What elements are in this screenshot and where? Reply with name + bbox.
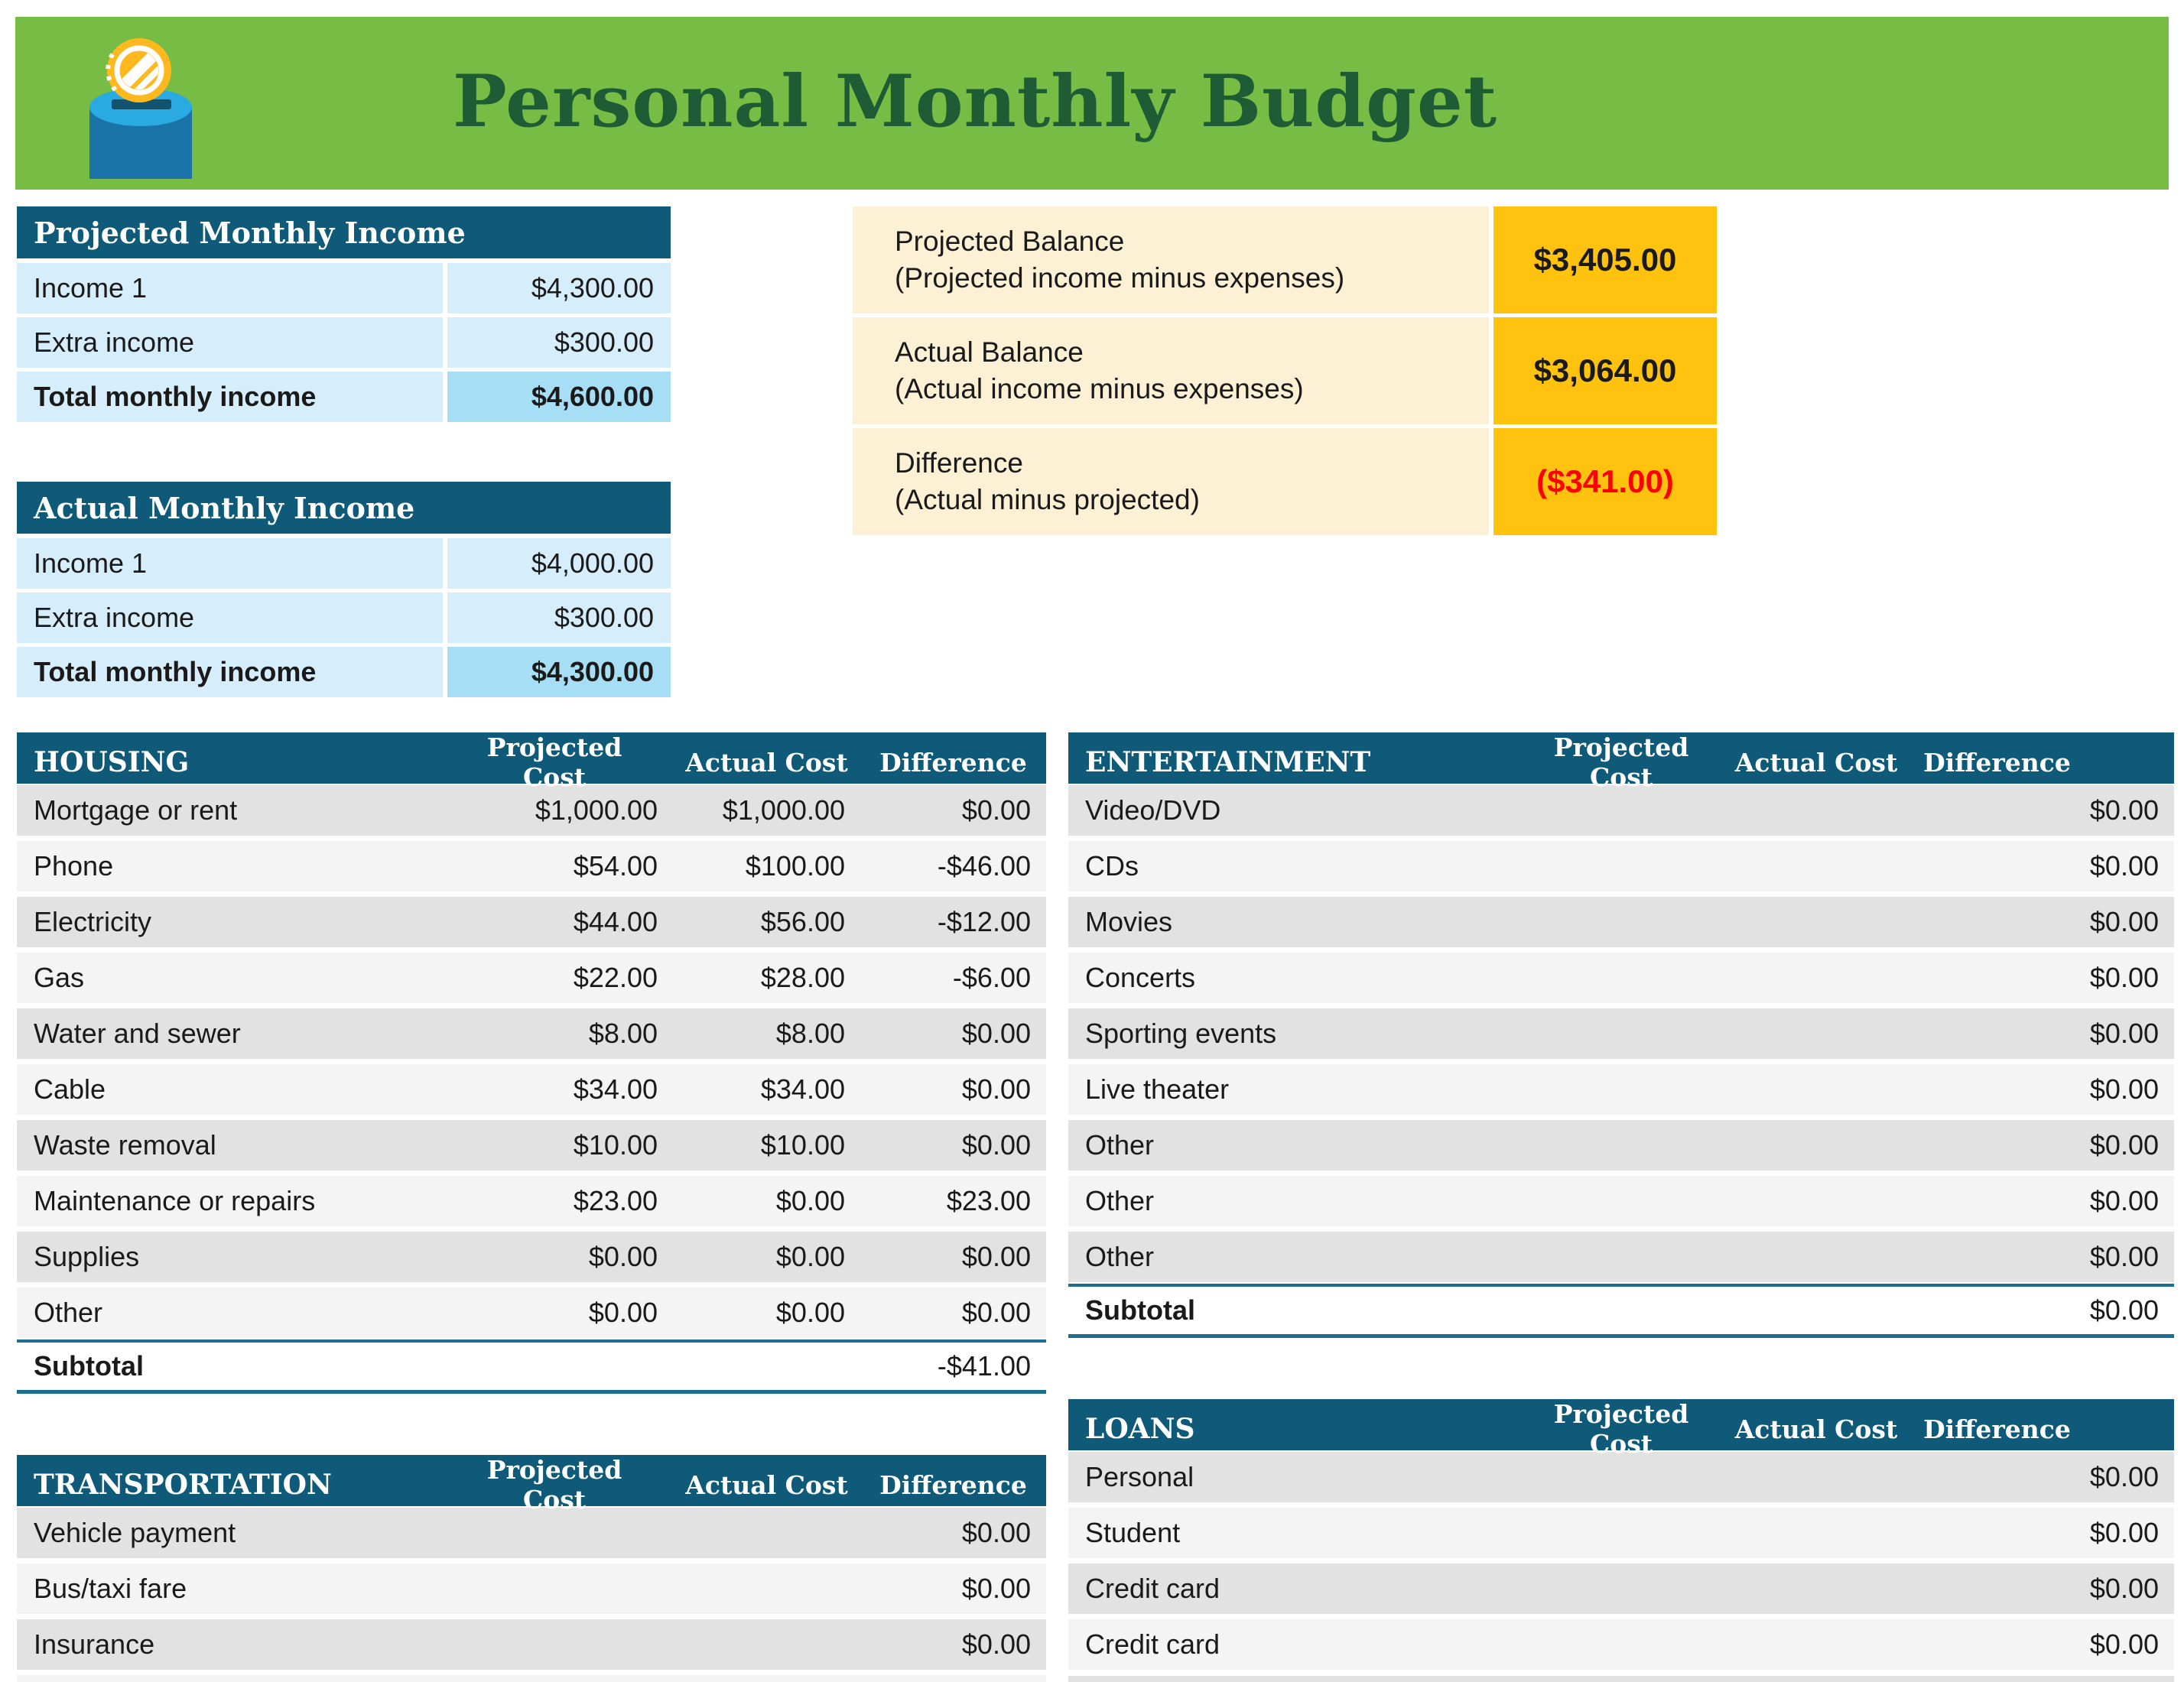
coin-money-box-icon: [83, 34, 199, 179]
row-value[interactable]: $4,600.00: [447, 372, 671, 422]
row-label[interactable]: Electricity: [34, 906, 152, 937]
difference-cell[interactable]: $0.00: [961, 1297, 1031, 1328]
table-row: [1068, 1232, 2174, 1282]
row-value[interactable]: $4,300.00: [447, 647, 671, 697]
difference-cell[interactable]: $0.00: [961, 1073, 1031, 1105]
table-row: [1068, 841, 2174, 891]
row-label[interactable]: Income 1: [17, 538, 443, 589]
entertainment-table: [1068, 732, 2174, 1338]
difference-cell[interactable]: $23.00: [946, 1185, 1031, 1216]
difference-cell[interactable]: $0.00: [2089, 1073, 2159, 1105]
balance-summary: [853, 206, 1717, 535]
difference-cell[interactable]: $0.00: [961, 1517, 1031, 1548]
summary-label: Difference: [895, 447, 1023, 479]
table-row: [17, 841, 1046, 891]
row-label[interactable]: Insurance: [34, 1628, 155, 1660]
row-value[interactable]: $300.00: [447, 317, 671, 368]
col-difference: Difference: [1923, 1414, 2071, 1444]
row-label[interactable]: CDs: [1085, 850, 1139, 882]
table-row: [17, 1008, 1046, 1059]
total-row: [17, 647, 671, 697]
total-row: [17, 372, 671, 422]
projected-cost-cell[interactable]: $0.00: [588, 1297, 658, 1328]
col-difference: Difference: [879, 747, 1027, 778]
actual-income-table: [17, 482, 671, 697]
row-label[interactable]: Mortgage or rent: [34, 794, 238, 826]
row-label[interactable]: Water and sewer: [34, 1018, 241, 1049]
row-label[interactable]: Bus/taxi fare: [34, 1573, 187, 1604]
actual-cost-cell[interactable]: $0.00: [775, 1297, 845, 1328]
row-value[interactable]: $300.00: [447, 593, 671, 643]
row-label[interactable]: Personal: [1085, 1461, 1194, 1492]
header-banner: [15, 17, 2169, 190]
summary-label: Projected Balance: [895, 226, 1125, 257]
table-row: [1068, 1008, 2174, 1059]
table-row: [17, 263, 671, 313]
row-label[interactable]: Extra income: [17, 317, 443, 368]
col-projected-cost: Projected Cost: [1553, 1399, 1689, 1459]
projected-cost-cell[interactable]: $54.00: [573, 850, 658, 882]
difference-cell[interactable]: $0.00: [961, 1241, 1031, 1272]
loans-table: [1068, 1399, 2174, 1670]
difference-cell[interactable]: -$6.00: [952, 962, 1031, 993]
actual-cost-cell[interactable]: $8.00: [775, 1018, 845, 1049]
actual-cost-cell[interactable]: $56.00: [760, 906, 845, 937]
col-projected-cost: Projected Cost: [486, 1455, 622, 1515]
difference-cell[interactable]: $0.00: [961, 1018, 1031, 1049]
table-row: [17, 1563, 1046, 1614]
row-label[interactable]: Supplies: [34, 1241, 140, 1272]
col-actual-cost: Actual Cost: [1734, 747, 1898, 778]
col-projected-cost: Projected Cost: [1553, 732, 1689, 792]
table-row: [17, 1232, 1046, 1282]
row-label[interactable]: Video/DVD: [1085, 794, 1221, 826]
difference-cell[interactable]: $0.00: [2089, 1241, 2159, 1272]
projected-cost-cell[interactable]: $8.00: [588, 1018, 658, 1049]
row-label[interactable]: Movies: [1085, 906, 1173, 937]
summary-sublabel: (Actual income minus expenses): [895, 373, 1304, 404]
table-title: HOUSING: [34, 746, 190, 778]
actual-cost-cell[interactable]: $28.00: [760, 962, 845, 993]
row-label[interactable]: Other: [1085, 1241, 1155, 1272]
projected-cost-cell[interactable]: $44.00: [573, 906, 658, 937]
table-row: [1068, 1064, 2174, 1115]
row-label[interactable]: Total monthly income: [17, 372, 443, 422]
table-row: [1068, 1452, 2174, 1502]
table-row: [17, 593, 671, 643]
table-row: [1068, 1563, 2174, 1614]
table-row: [17, 538, 671, 589]
difference-cell[interactable]: $0.00: [961, 1573, 1031, 1604]
transportation-table: [17, 1455, 1046, 1670]
table-title: LOANS: [1085, 1413, 1195, 1445]
entertainment-header: [1068, 732, 2174, 792]
difference-cell[interactable]: $0.00: [2089, 1517, 2159, 1548]
summary-sublabel: (Actual minus projected): [895, 484, 1200, 515]
page-title: Personal Monthly Budget: [453, 59, 1498, 144]
row-label[interactable]: Vehicle payment: [34, 1517, 236, 1548]
table-title: TRANSPORTATION: [34, 1469, 332, 1501]
table-row: [1068, 953, 2174, 1003]
subtotal-label: Subtotal: [34, 1350, 144, 1382]
table-row: [1068, 785, 2174, 836]
actual-cost-cell[interactable]: $0.00: [775, 1185, 845, 1216]
table-row: [17, 897, 1046, 947]
table-row: [17, 317, 671, 368]
col-difference: Difference: [879, 1469, 1027, 1500]
row-label[interactable]: Total monthly income: [17, 647, 443, 697]
row-label[interactable]: Other: [1085, 1129, 1155, 1161]
difference-cell[interactable]: -$46.00: [937, 850, 1031, 882]
col-actual-cost: Actual Cost: [685, 1469, 848, 1500]
table-row: [17, 953, 1046, 1003]
difference-cell[interactable]: $0.00: [2089, 962, 2159, 993]
row-label[interactable]: Sporting events: [1085, 1018, 1277, 1049]
difference-cell[interactable]: -$12.00: [937, 906, 1031, 937]
subtotal-row: [17, 1339, 1046, 1394]
projected-cost-cell[interactable]: $22.00: [573, 962, 658, 993]
difference-cell[interactable]: $0.00: [961, 1628, 1031, 1660]
projected-cost-cell[interactable]: $23.00: [573, 1185, 658, 1216]
col-actual-cost: Actual Cost: [685, 747, 848, 778]
col-projected-cost: Projected Cost: [486, 732, 622, 792]
col-difference: Difference: [1923, 747, 2071, 778]
projected-balance-label: [853, 206, 1489, 313]
projected-cost-cell[interactable]: $10.00: [573, 1129, 658, 1161]
housing-table: [17, 732, 1046, 1394]
table-row: [17, 1619, 1046, 1670]
difference-cell[interactable]: $0.00: [2089, 906, 2159, 937]
table-row: [17, 1120, 1046, 1171]
row-label[interactable]: Concerts: [1085, 962, 1196, 993]
summary-label: Actual Balance: [895, 336, 1084, 368]
actual-cost-cell[interactable]: $34.00: [760, 1073, 845, 1105]
col-actual-cost: Actual Cost: [1734, 1414, 1898, 1444]
row-label[interactable]: Income 1: [17, 263, 443, 313]
actual-income-header: Actual Monthly Income: [17, 482, 671, 534]
difference-cell[interactable]: $0.00: [961, 794, 1031, 826]
table-row: [1068, 1176, 2174, 1226]
actual-balance-value[interactable]: $3,064.00: [1493, 317, 1717, 424]
actual-cost-cell[interactable]: $100.00: [745, 850, 845, 882]
row-label[interactable]: Waste removal: [34, 1129, 216, 1161]
summary-sublabel: (Projected income minus expenses): [895, 262, 1345, 294]
difference-cell[interactable]: -$41.00: [937, 1350, 1031, 1382]
difference-cell[interactable]: $0.00: [2089, 794, 2159, 826]
row-label[interactable]: Other: [1085, 1185, 1155, 1216]
projected-income-table: [17, 206, 671, 422]
row-label[interactable]: Student: [1085, 1517, 1181, 1548]
projected-balance-value[interactable]: $3,405.00: [1493, 206, 1717, 313]
row-value[interactable]: $4,000.00: [447, 538, 671, 589]
table-row: [17, 1176, 1046, 1226]
projected-cost-cell[interactable]: $34.00: [573, 1073, 658, 1105]
row-label[interactable]: Extra income: [17, 593, 443, 643]
difference-cell[interactable]: $0.00: [2089, 1129, 2159, 1161]
projected-income-header: Projected Monthly Income: [17, 206, 671, 258]
loans-header: [1068, 1399, 2174, 1459]
subtotal-label: Subtotal: [1085, 1294, 1195, 1326]
actual-cost-cell[interactable]: $1,000.00: [722, 794, 845, 826]
difference-cell[interactable]: $0.00: [2089, 1294, 2159, 1326]
table-title: ENTERTAINMENT: [1085, 746, 1371, 778]
row-value[interactable]: $4,300.00: [447, 263, 671, 313]
table-row: [17, 785, 1046, 836]
table-row: [17, 1064, 1046, 1115]
row-label[interactable]: Gas: [34, 962, 85, 993]
subtotal-row: [1068, 1284, 2174, 1338]
transportation-header: [17, 1455, 1046, 1515]
table-row: [1068, 1619, 2174, 1670]
table-row: [1068, 897, 2174, 947]
table-row: [17, 1508, 1046, 1558]
actual-cost-cell[interactable]: $10.00: [760, 1129, 845, 1161]
projected-cost-cell[interactable]: $1,000.00: [535, 794, 658, 826]
actual-cost-cell[interactable]: $0.00: [775, 1241, 845, 1272]
actual-balance-label: [853, 317, 1489, 424]
difference-cell[interactable]: $0.00: [2089, 1573, 2159, 1604]
row-label[interactable]: Phone: [34, 850, 114, 882]
difference-value[interactable]: ($341.00): [1493, 428, 1717, 535]
cutoff-row: [17, 1675, 1046, 1682]
difference-label: [853, 428, 1489, 535]
row-label[interactable]: Maintenance or repairs: [34, 1185, 316, 1216]
table-row: [1068, 1508, 2174, 1558]
difference-cell[interactable]: $0.00: [2089, 850, 2159, 882]
cutoff-row: [1068, 1676, 2174, 1682]
row-label[interactable]: Live theater: [1085, 1073, 1230, 1105]
row-label[interactable]: Cable: [34, 1073, 106, 1105]
difference-cell[interactable]: $0.00: [2089, 1461, 2159, 1492]
table-row: [1068, 1120, 2174, 1171]
housing-header: [17, 732, 1046, 792]
difference-cell[interactable]: $0.00: [961, 1129, 1031, 1161]
table-row: [17, 1287, 1046, 1338]
row-label[interactable]: Credit card: [1085, 1573, 1220, 1604]
row-label[interactable]: Other: [34, 1297, 103, 1328]
difference-cell[interactable]: $0.00: [2089, 1628, 2159, 1660]
difference-cell[interactable]: $0.00: [2089, 1018, 2159, 1049]
difference-cell[interactable]: $0.00: [2089, 1185, 2159, 1216]
projected-cost-cell[interactable]: $0.00: [588, 1241, 658, 1272]
row-label[interactable]: Credit card: [1085, 1628, 1220, 1660]
